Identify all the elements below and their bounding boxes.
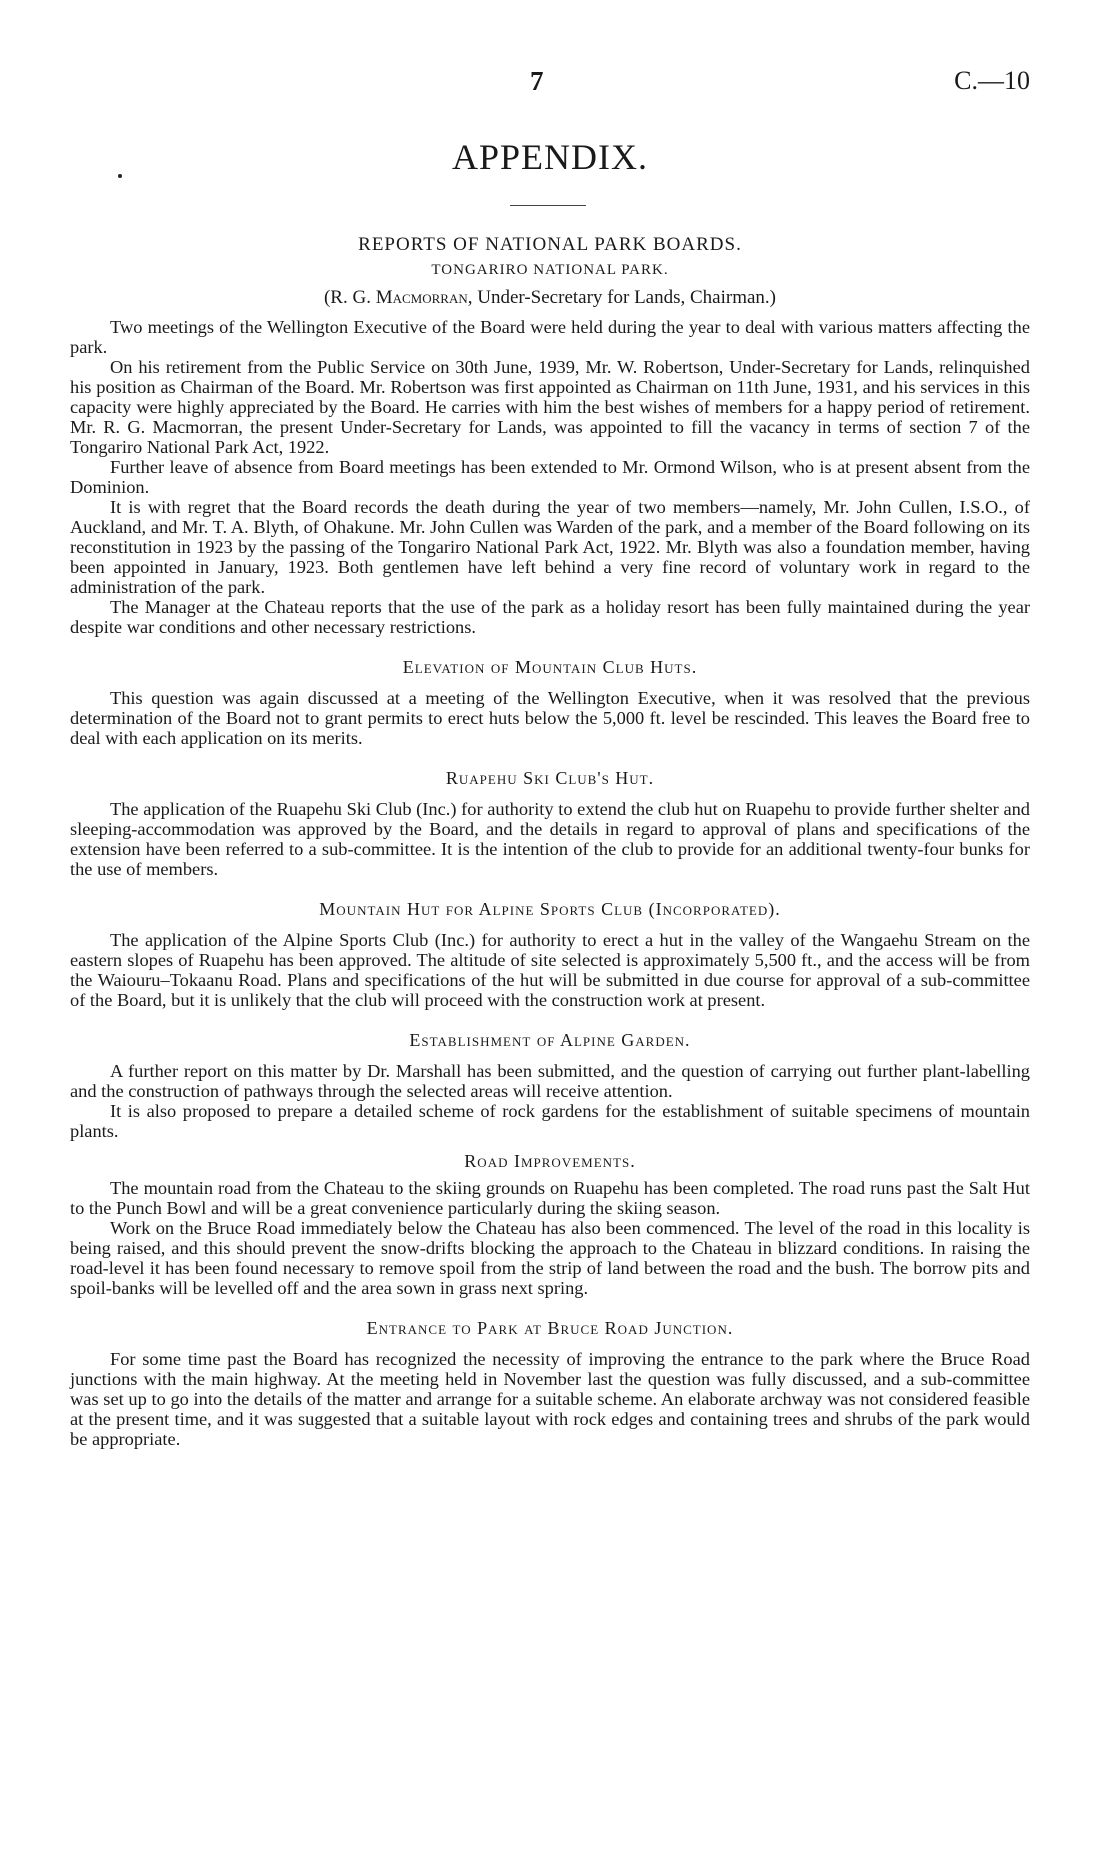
title-divider xyxy=(510,205,586,206)
subsection-heading: Road Improvements. xyxy=(464,1151,636,1171)
subsections xyxy=(70,657,1030,1449)
page-header xyxy=(70,66,1030,106)
subsection-paragraph: A further report on this matter by Dr. Marshall has been submitted, and the question of carrying out further plant-labelling and the construction of pathways through the selected areas will receive attention. xyxy=(70,1061,1030,1101)
intro-paragraph: It is with regret that the Board records the death during the year of two members—namely, Mr. John Cullen, I.S.O., of Auckland, and Mr. T. A. Blyth, of Ohakune. Mr. John Cullen was Warden of the park, and a member of the Board following on its reconstitution in 1923 by the passing of the Tongariro National Park Act, 1922. Mr. Blyth was also a foundation member, having been appointed in January, 1923. Both gentlemen have left behind a very fine record of voluntary work in regard to the administration of the park. xyxy=(70,497,1030,597)
intro-paragraphs xyxy=(70,317,1030,637)
document-code: C.—10 xyxy=(954,66,1030,95)
subsection-paragraph: Work on the Bruce Road immediately below the Chateau has also been commenced. The level of the road in this locality is being raised, and this should prevent the snow-drifts blocking the approach to the Chateau in blizzard conditions. In raising the road-level it has been found necessary to remove spoil from the strip of land between the road and the bush. The borrow pits and spoil-banks will be levelled off and the area sown in grass next spring. xyxy=(70,1218,1030,1298)
intro-paragraph: Two meetings of the Wellington Executive of the Board were held during the year to deal with various matters affecting the park. xyxy=(70,317,1030,357)
subsection-heading: Entrance to Park at Bruce Road Junction. xyxy=(366,1318,734,1338)
subsection-heading: Elevation of Mountain Club Huts. xyxy=(402,657,698,677)
section-subheading: TONGARIRO NATIONAL PARK. xyxy=(431,262,669,278)
chairman-rest: , Under-Secretary for Lands, Chairman.) xyxy=(467,287,776,308)
subsection-heading: Ruapehu Ski Club's Hut. xyxy=(445,768,655,788)
page-number: 7 xyxy=(530,66,544,96)
page-title: APPENDIX. xyxy=(451,137,648,177)
chairman-line xyxy=(70,287,1030,309)
subsection-paragraph: The application of the Ruapehu Ski Club (Inc.) for authority to extend the club hut on Ruapehu to provide further shelter and sleeping-accommodation was approved by the Board, and the details in regard to approval of plans and specifications of the extension have been referred to a sub-committee. It is the intention of the club to provide for an additional twenty-four bunks for the use of members. xyxy=(70,799,1030,879)
subsection-paragraph: It is also proposed to prepare a detailed scheme of rock gardens for the establishment of suitable specimens of mountain plants. xyxy=(70,1101,1030,1141)
subsection-paragraph: This question was again discussed at a meeting of the Wellington Executive, when it was resolved that the previous determination of the Board not to grant permits to erect huts below the 5,000 ft. level be rescinded. This leaves the Board free to deal with each application on its merits. xyxy=(70,688,1030,748)
subsection-paragraph: The mountain road from the Chateau to the skiing grounds on Ruapehu has been completed. The road runs past the Salt Hut to the Punch Bowl and will be a great convenience particularly during the skiing season. xyxy=(70,1178,1030,1218)
subsection-heading: Establishment of Alpine Garden. xyxy=(409,1030,691,1050)
intro-paragraph: Further leave of absence from Board meetings has been extended to Mr. Ormond Wilson, who is at present absent from the Dominion. xyxy=(70,457,1030,497)
document-body xyxy=(70,234,1030,1449)
chairman-open: (R. G. xyxy=(323,287,376,308)
subsection-paragraph: For some time past the Board has recognized the necessity of improving the entrance to the park where the Bruce Road junctions with the main highway. At the meeting held in November last the question was fully discussed, and a sub-committee was set up to go into the details of the matter and arrange for a suitable scheme. An elaborate archway was not considered feasible at the present time, and it was suggested that a suitable layout with rock edges and containing trees and shrubs of the park would be appropriate. xyxy=(70,1349,1030,1449)
subsection-paragraph: The application of the Alpine Sports Club (Inc.) for authority to erect a hut in the valley of the Wangaehu Stream on the eastern slopes of Ruapehu has been approved. The altitude of site selected is approximately 5,500 ft., and the access will be from the Waiouru–Tokaanu Road. Plans and specifications of the hut will be submitted in due course for approval of a sub-committee of the Board, but it is unlikely that the club will proceed with the construction work at present. xyxy=(70,930,1030,1010)
stray-dot-mark xyxy=(118,174,122,178)
intro-paragraph: On his retirement from the Public Service on 30th June, 1939, Mr. W. Robertson, Under-Secretary for Lands, relinquished his position as Chairman of the Board. Mr. Robertson was first appointed as Chairman on 11th June, 1931, and his services in this capacity were highly appreciated by the Board. He carries with him the best wishes of members for a happy period of retirement. Mr. R. G. Macmorran, the present Under-Secretary for Lands, was appointed to fill the vacancy in terms of section 7 of the Tongariro National Park Act, 1922. xyxy=(70,357,1030,457)
intro-paragraph: The Manager at the Chateau reports that the use of the park as a holiday resort has been fully maintained during the year despite war conditions and other necessary restrictions. xyxy=(70,597,1030,637)
section-heading: REPORTS OF NATIONAL PARK BOARDS. xyxy=(358,234,742,255)
chairman-name: Macmorran xyxy=(375,287,468,308)
subsection-heading: Mountain Hut for Alpine Sports Club (Incorporated). xyxy=(319,899,781,919)
